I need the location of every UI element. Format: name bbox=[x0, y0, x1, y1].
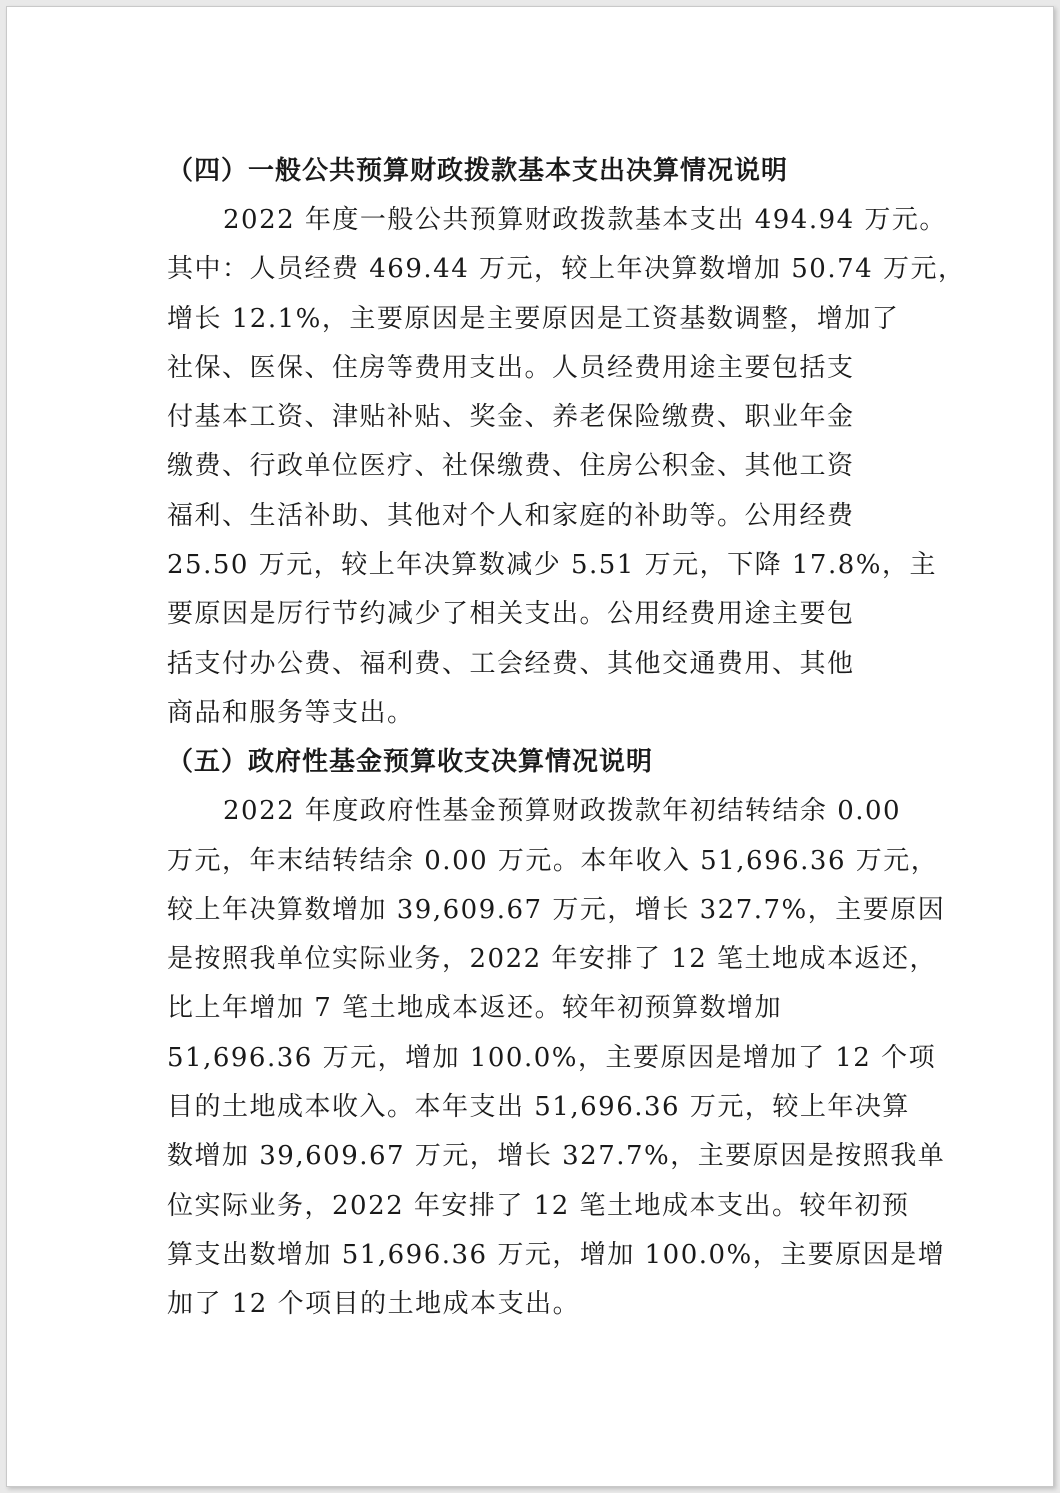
paragraph-line: 付基本工资、津贴补贴、奖金、养老保险缴费、职业年金 bbox=[167, 402, 855, 433]
section-heading-4: （四）一般公共预算财政拨款基本支出决算情况说明 bbox=[167, 156, 789, 186]
paragraph-line: 25.50 万元，较上年决算数减少 5.51 万元，下降 17.8%，主 bbox=[167, 550, 937, 581]
paragraph-line: 社保、医保、住房等费用支出。人员经费用途主要包括支 bbox=[167, 352, 855, 383]
paragraph-line: 是按照我单位实际业务，2022 年安排了 12 笔土地成本返还， bbox=[167, 944, 938, 975]
paragraph-line: 算支出数增加 51,696.36 万元，增加 100.0%，主要原因是增 bbox=[167, 1239, 946, 1270]
paragraph-line: 万元，年末结转结余 0.00 万元。本年收入 51,696.36 万元， bbox=[167, 845, 939, 876]
paragraph-line: 比上年增加 7 笔土地成本返还。较年初预算数增加 bbox=[167, 993, 783, 1024]
section-heading-5: （五）政府性基金预算收支决算情况说明 bbox=[167, 747, 654, 778]
paragraph-line: 加了 12 个项目的土地成本支出。 bbox=[167, 1289, 581, 1320]
paragraph-line: 目的土地成本收入。本年支出 51,696.36 万元，较上年决算 bbox=[167, 1092, 910, 1123]
paragraph-line: 较上年决算数增加 39,609.67 万元，增长 327.7%，主要原因 bbox=[167, 894, 946, 925]
paragraph-line: 51,696.36 万元，增加 100.0%，主要原因是增加了 12 个项 bbox=[167, 1042, 937, 1073]
paragraph-line: 数增加 39,609.67 万元，增长 327.7%，主要原因是按照我单 bbox=[167, 1141, 946, 1172]
paragraph-line: 2022 年度政府性基金预算财政拨款年初结转结余 0.00 bbox=[223, 796, 902, 827]
paragraph-line: 位实际业务，2022 年安排了 12 笔土地成本支出。较年初预 bbox=[167, 1190, 910, 1221]
paragraph-line: 增长 12.1%，主要原因是主要原因是工资基数调整，增加了 bbox=[167, 303, 900, 334]
paragraph-line: 福利、生活补助、其他对个人和家庭的补助等。公用经费 bbox=[167, 500, 855, 531]
document-page bbox=[6, 6, 1054, 1487]
paragraph-line: 缴费、行政单位医疗、社保缴费、住房公积金、其他工资 bbox=[167, 451, 855, 482]
paragraph-line: 要原因是厉行节约减少了相关支出。公用经费用途主要包 bbox=[167, 599, 855, 630]
paragraph-line: 其中：人员经费 469.44 万元，较上年决算数增加 50.74 万元， bbox=[167, 254, 966, 285]
paragraph-line: 括支付办公费、福利费、工会经费、其他交通费用、其他 bbox=[167, 648, 855, 679]
paragraph-line: 商品和服务等支出。 bbox=[167, 697, 415, 728]
document-body bbox=[167, 147, 966, 1330]
paragraph-line: 2022 年度一般公共预算财政拨款基本支出 494.94 万元。 bbox=[223, 205, 947, 235]
